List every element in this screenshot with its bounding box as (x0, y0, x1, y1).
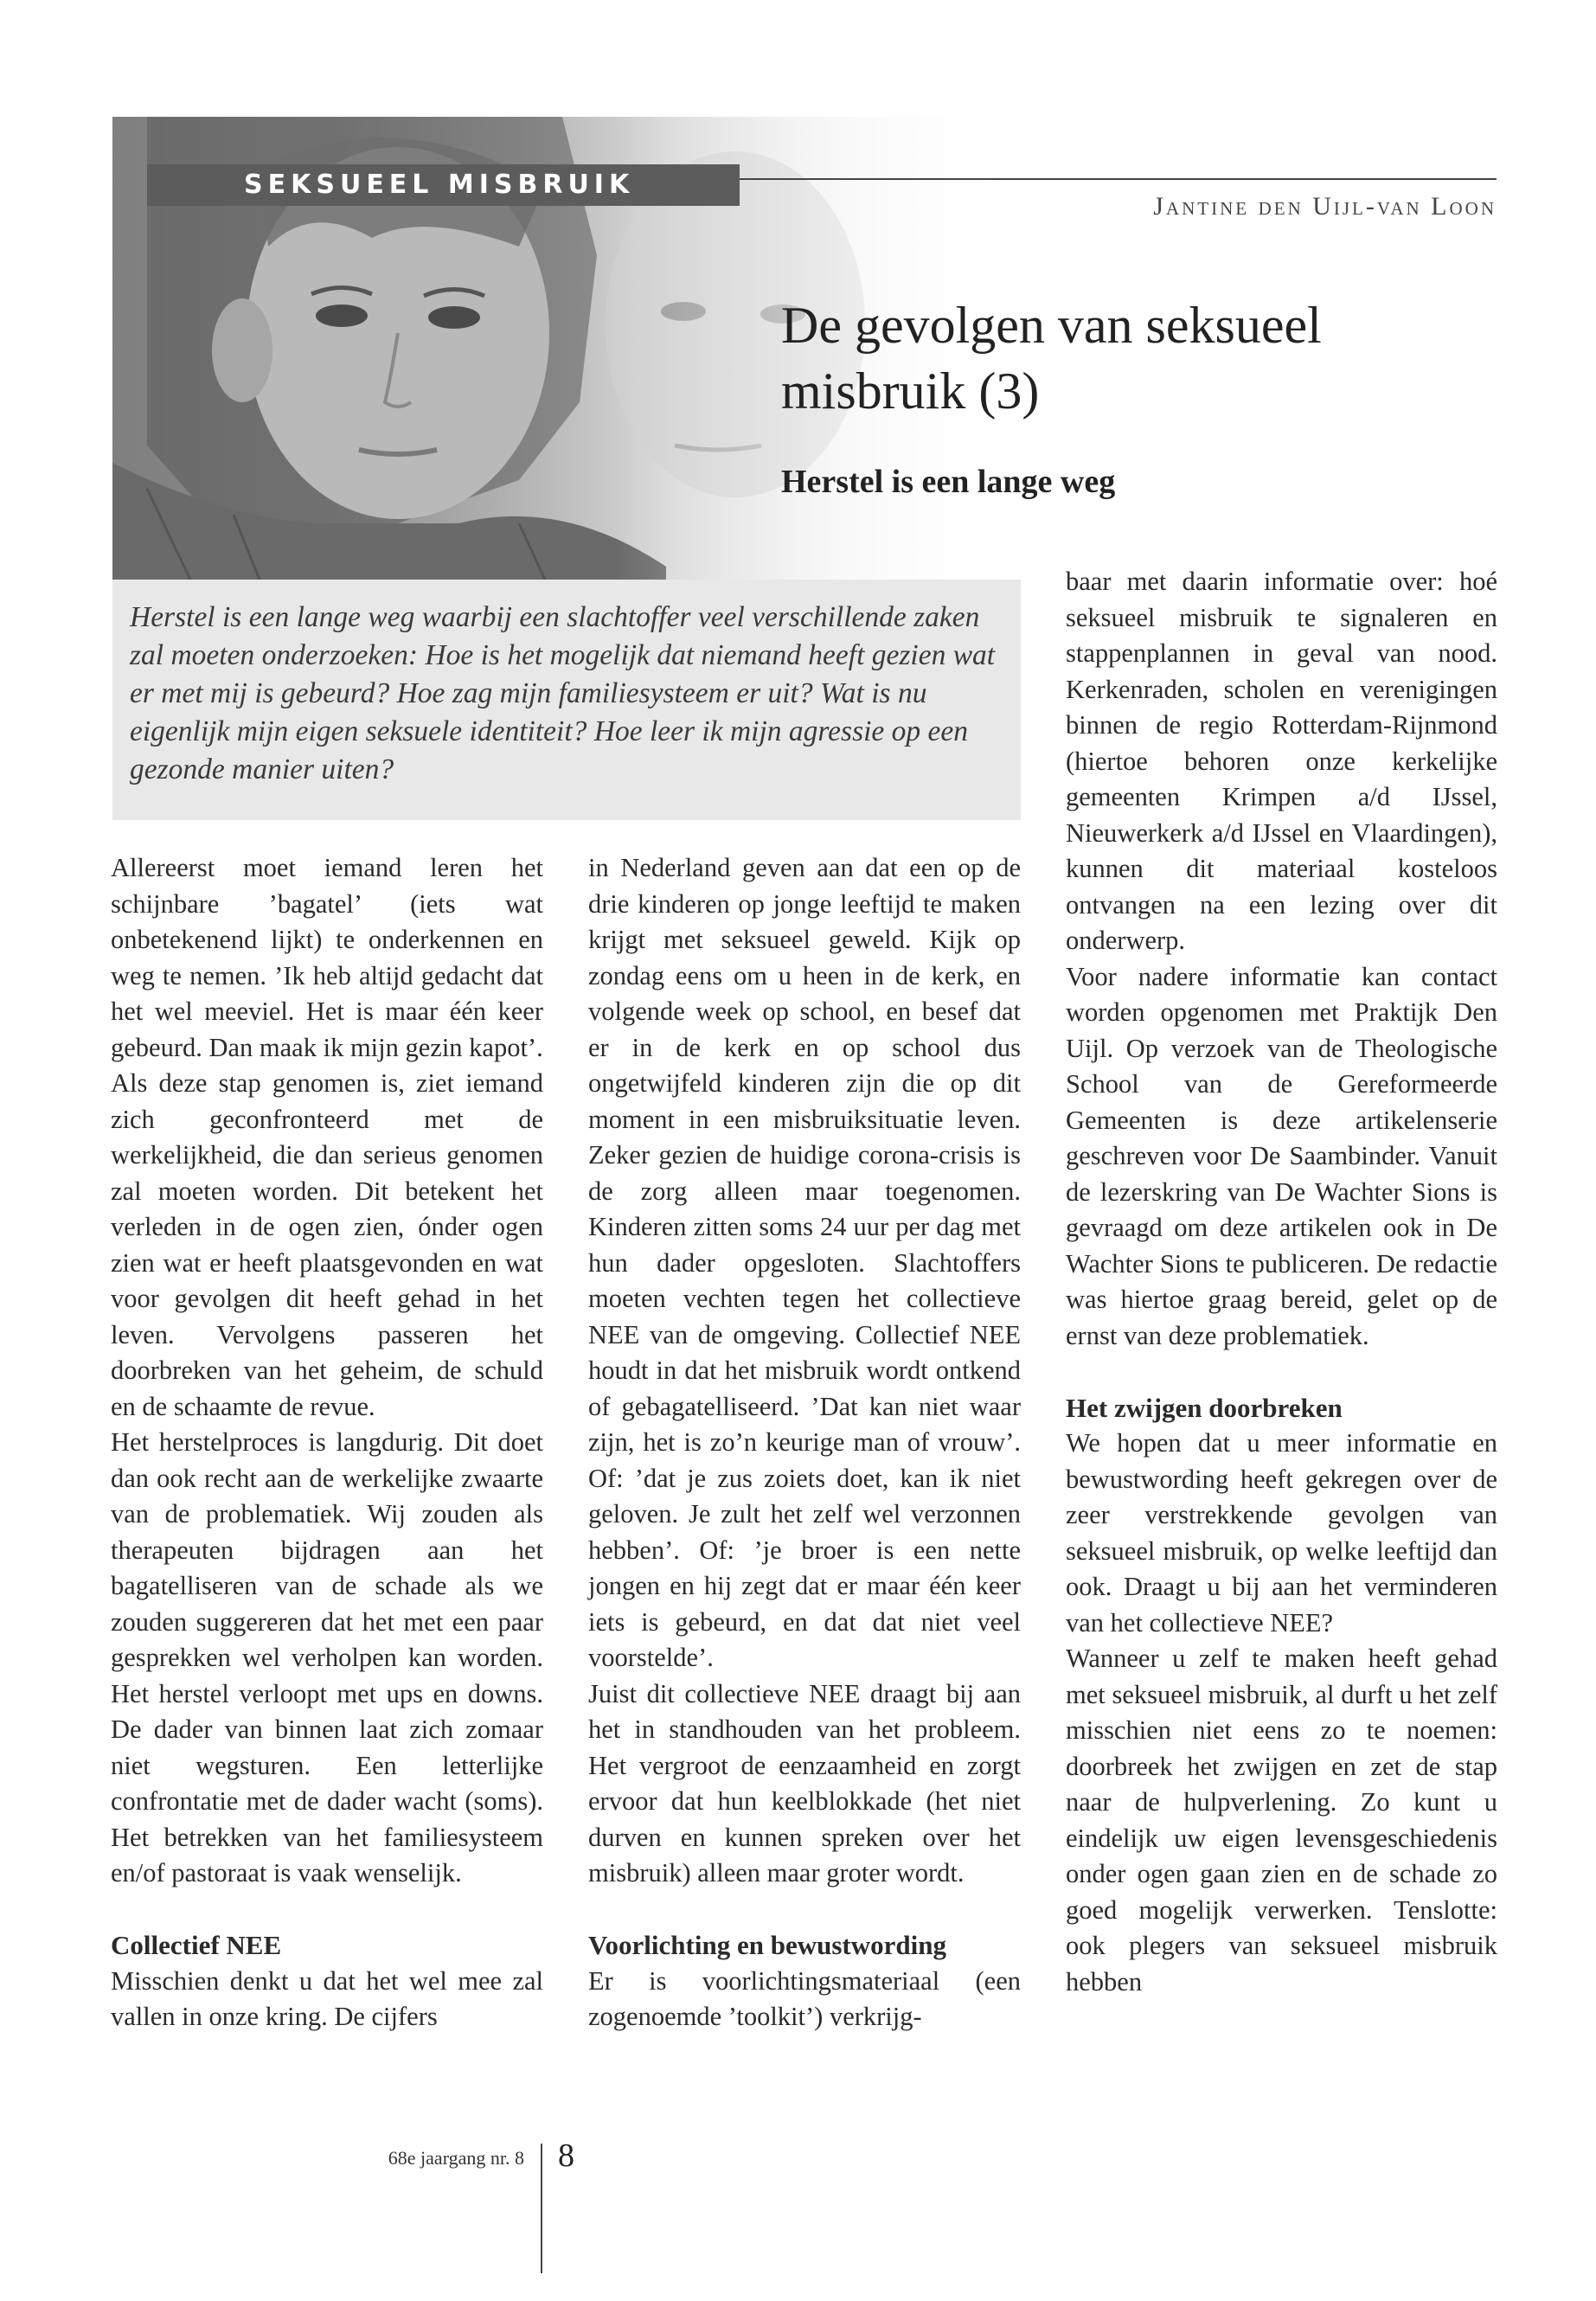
paragraph: Wanneer u zelf te maken heeft gehad met seksueel misbruik, al durft u het zelf misschien niet eens zo te noemen: doorbreek het zwijgen en zet de stap naar de hulpverlening. Zo kunt u eindelijk uw eigen levensgeschiedenis onder ogen gaan zien en de schade zo goed mogelijk verwerken. Tenslotte: ook plegers van seksueel misbruik hebben (1066, 1644, 1497, 1997)
section-label: SEKSUEEL MISBRUIK (147, 164, 740, 206)
footer-divider (541, 2144, 542, 2273)
intro-box (112, 580, 1021, 820)
section-heading: Het zwijgen doorbreken (1066, 1392, 1343, 1423)
header-rule (740, 178, 1497, 180)
paragraph: Als deze stap genomen is, ziet iemand zich geconfronteerd met de werkelijkheid, die dan serieus genomen zal moeten worden. Dit betekent het verleden in de ogen zien, ónder ogen zien wat er heeft plaatsgevonden en wat voor gevolgen dit heeft gehad in het leven. Vervolgens passeren het doorbreken van het geheim, de schuld en de schaamte de revue. (111, 1068, 543, 1421)
article-title: De gevolgen van seksueel misbruik (3) (781, 297, 1322, 420)
paragraph: Juist dit collectieve NEE draagt bij aan het in standhouden van het probleem. Het vergroot de eenzaamheid en zorgt ervoor dat hun keelblokkade (het niet durven en kunnen spreken over het misbruik) alleen maar groter wordt. (588, 1678, 1021, 1888)
page-number: 8 (558, 2138, 574, 2174)
paragraph: Voor nadere informatie kan contact worden opgenomen met Praktijk Den Uijl. Op verzoek van de Theologische School van de Gereformeerde Gemeenten is deze artikelenserie geschreven voor De Saambinder. Vanuit de lezerskring van De Wachter Sions is gevraagd om deze artikelen ook in De Wachter Sions te publiceren. De redactie was hiertoe graag bereid, gelet op de ernst van deze problematiek. (1066, 961, 1497, 1350)
issue-number: 68e jaargang nr. 8 (388, 2147, 524, 2169)
paragraph: baar met daarin informatie over: hoé seksueel misbruik te signaleren en stappenplannen in geval van nood. Kerkenraden, scholen en verenigingen binnen de regio Rotterdam-Rijnmond (hiertoe behoren onze kerkelijke gemeenten Krimpen a/d IJssel, Nieuwerkerk a/d IJssel en Vlaardingen), kunnen dit materiaal kosteloos ontvangen na een lezing over dit onderwerp. (1066, 567, 1497, 955)
section-heading: Voorlichting en bewustwording (588, 1930, 946, 1960)
paragraph: Allereerst moet iemand leren het schijnbare ’bagatel’ (iets wat onbetekenend lijkt) te onderkennen en weg te nemen. ’Ik heb altijd gedacht dat het wel meeviel. Het is maar één keer gebeurd. Dan maak ik mijn gezin kapot’. (111, 853, 543, 1062)
column-1 (111, 850, 543, 2035)
column-3 (1066, 564, 1497, 2000)
paragraph: Misschien denkt u dat het wel mee zal vallen in onze kring. De cijfers (111, 1965, 543, 2031)
paragraph: Er is voorlichtingsmateriaal (een zogenoemde ’toolkit’) verkrijg- (588, 1965, 1021, 2031)
paragraph: Het herstelproces is langdurig. Dit doet dan ook recht aan de werkelijke zwaarte van de problematiek. Wij zouden als therapeuten bijdragen aan het bagatelliseren van de schade als we zouden suggereren dat het met een paar gesprekken wel verholpen kan worden. Het herstel verloopt met ups en downs. De dader van binnen laat zich zomaar niet wegsturen. Een letterlijke confrontatie met de dader wacht (soms). Het betrekken van het familiesysteem en/of pastoraat is vaak wenselijk. (111, 1427, 543, 1888)
paragraph: in Nederland geven aan dat een op de drie kinderen op jonge leeftijd te maken krijgt met seksueel geweld. Kijk op zondag eens om u heen in de kerk, en volgende week op school, en besef dat er in de kerk en op school dus ongetwijfeld kinderen zijn die op dit moment in een misbruiksituatie leven. Zeker gezien de huidige corona-crisis is de zorg alleen maar toegenomen. Kinderen zitten soms 24 uur per dag met hun dader opgesloten. Slachtoffers moeten vechten tegen het collectieve NEE van de omgeving. Collectief NEE houdt in dat het misbruik wordt ontkend of gebagatelliseerd. ’Dat kan niet waar zijn, het is zo’n keurige man of vrouw’. Of: ’dat je zus zoiets doet, kan ik niet geloven. Je zult het zelf wel verzonnen hebben’. Of: ’je broer is een nette jongen en hij zegt dat er maar één keer iets is gebeurd, en dat dat niet veel voorstelde’. (588, 853, 1021, 1672)
section-heading: Collectief NEE (111, 1930, 282, 1960)
intro-text: Herstel is een lange weg waarbij een slachtoffer veel verschillende zaken zal moeten onderzoeken: Hoe is het mogelijk dat niemand heeft gezien wat er met mij is gebeurd? Hoe zag mijn familiesysteem er uit? Wat is nu eigenlijk mijn eigen seksuele identiteit? Hoe leer ik mijn agressie op een gezonde manier uiten? (130, 601, 996, 785)
article-subtitle: Herstel is een lange weg (781, 464, 1116, 500)
paragraph: We hopen dat u meer informatie en bewustwording heeft gekregen over de zeer verstrekkende gevolgen van seksueel misbruik, op welke leeftijd dan ook. Draagt u bij aan het verminderen van het collectieve NEE? (1066, 1428, 1497, 1638)
column-2 (588, 850, 1021, 2035)
author-name: Jantine den Uijl-van Loon (1153, 192, 1497, 221)
